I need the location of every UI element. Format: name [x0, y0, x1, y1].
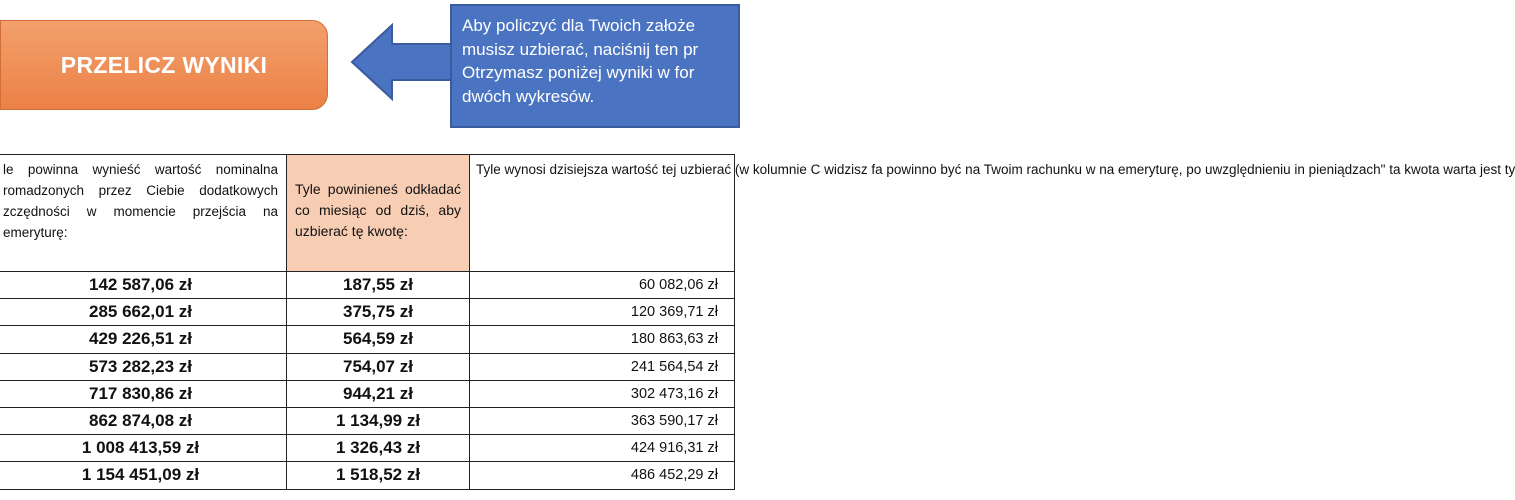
- monthly-saving-cell: 375,75 zł: [287, 299, 470, 326]
- monthly-saving-cell: 1 134,99 zł: [287, 407, 470, 434]
- present-value-cell: 424 916,31 zł: [470, 435, 735, 462]
- nominal-value-cell: 429 226,51 zł: [0, 326, 287, 353]
- present-value-cell: 241 564,54 zł: [470, 353, 735, 380]
- header-monthly-saving: Tyle powinieneś odkładać co miesiąc od dziś, aby uzbierać tę kwotę:: [287, 155, 470, 272]
- present-value-cell: 302 473,16 zł: [470, 380, 735, 407]
- header-nominal-value: le powinna wynieść wartość nominalna romadzonych przez Ciebie dodatkowych zczędności w momencie przejścia na emeryturę:: [0, 155, 287, 272]
- results-table: [0, 154, 1515, 490]
- header-present-value: Tyle wynosi dzisiejsza wartość tej uzbierać (w kolumnie C widzisz fa powinno być na Twoim rachunku w na emeryturę, po uwzględnieniu in pieniądzach" ta kwota warta jest ty: [470, 155, 735, 272]
- table-row: [0, 462, 735, 489]
- present-value-cell: 363 590,17 zł: [470, 407, 735, 434]
- recalculate-results-label: PRZELICZ WYNIKI: [60, 51, 268, 78]
- table-row: [0, 272, 735, 299]
- table-row: [0, 380, 735, 407]
- info-callout: [450, 4, 740, 128]
- table-row: [0, 435, 735, 462]
- info-line: Otrzymasz poniżej wyniki w for: [462, 63, 695, 82]
- nominal-value-cell: 1 154 451,09 zł: [0, 462, 287, 489]
- table-row: [0, 353, 735, 380]
- present-value-cell: 120 369,71 zł: [470, 299, 735, 326]
- nominal-value-cell: 1 008 413,59 zł: [0, 435, 287, 462]
- present-value-cell: 486 452,29 zł: [470, 462, 735, 489]
- monthly-saving-cell: 187,55 zł: [287, 272, 470, 299]
- header-row: [0, 155, 735, 272]
- present-value-cell: 60 082,06 zł: [470, 272, 735, 299]
- nominal-value-cell: 142 587,06 zł: [0, 272, 287, 299]
- present-value-cell: 180 863,63 zł: [470, 326, 735, 353]
- left-arrow-icon: [350, 22, 462, 102]
- nominal-value-cell: 285 662,01 zł: [0, 299, 287, 326]
- nominal-value-cell: 862 874,08 zł: [0, 407, 287, 434]
- nominal-value-cell: 573 282,23 zł: [0, 353, 287, 380]
- monthly-saving-cell: 944,21 zł: [287, 380, 470, 407]
- nominal-value-cell: 717 830,86 zł: [0, 380, 287, 407]
- table-row: [0, 407, 735, 434]
- table-row: [0, 326, 735, 353]
- monthly-saving-cell: 754,07 zł: [287, 353, 470, 380]
- recalculate-results-button[interactable]: [0, 20, 328, 110]
- monthly-saving-cell: 564,59 zł: [287, 326, 470, 353]
- monthly-saving-cell: 1 326,43 zł: [287, 435, 470, 462]
- info-line: dwóch wykresów.: [462, 86, 595, 106]
- info-line: musisz uzbierać, naciśnij ten pr: [462, 39, 699, 59]
- table-row: [0, 299, 735, 326]
- monthly-saving-cell: 1 518,52 zł: [287, 462, 470, 489]
- info-line: Aby policzyć dla Twoich założe: [462, 16, 696, 35]
